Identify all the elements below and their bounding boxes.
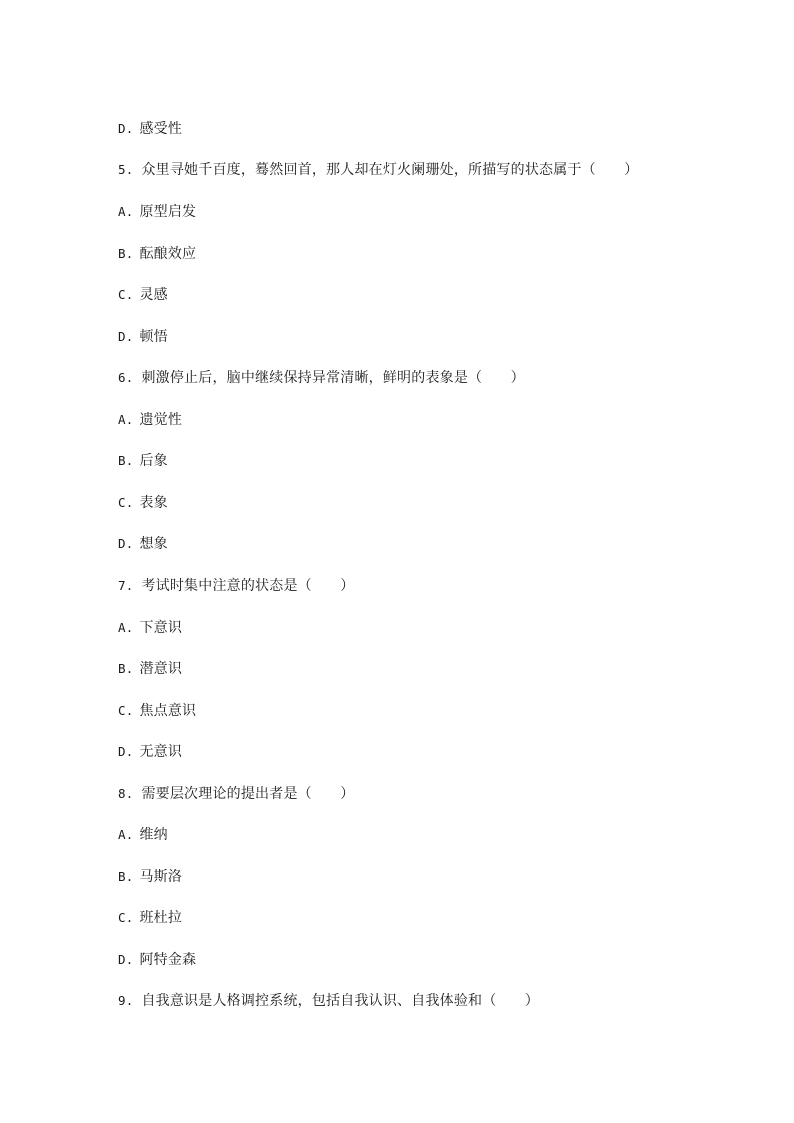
option-text: 维纳 bbox=[139, 827, 168, 843]
option-a-q7 bbox=[118, 619, 182, 637]
option-text: 顿悟 bbox=[139, 329, 168, 345]
option-letter: C. bbox=[118, 495, 134, 510]
option-b-q6 bbox=[118, 452, 168, 470]
option-letter: C. bbox=[118, 287, 134, 302]
question-number: 5. bbox=[118, 162, 134, 177]
option-letter: D. bbox=[118, 121, 134, 136]
option-letter: A. bbox=[118, 620, 134, 635]
option-d-q7 bbox=[118, 743, 182, 761]
option-a-q5 bbox=[118, 203, 196, 221]
option-b-q7 bbox=[118, 660, 182, 678]
option-text: 阿特金森 bbox=[139, 952, 197, 968]
option-text: 酝酿效应 bbox=[139, 246, 197, 262]
option-text: 下意识 bbox=[139, 620, 183, 636]
option-text: 感受性 bbox=[139, 121, 183, 137]
question-number: 6. bbox=[118, 370, 134, 385]
option-letter: D. bbox=[118, 952, 134, 967]
option-b-q5 bbox=[118, 245, 196, 263]
option-letter: D. bbox=[118, 536, 134, 551]
option-letter: A. bbox=[118, 412, 134, 427]
question-number: 8. bbox=[118, 786, 134, 801]
question-text: 自我意识是人格调控系统，包括自我认识、自我体验和（ ） bbox=[141, 993, 540, 1009]
option-a-q6 bbox=[118, 411, 182, 429]
question-5 bbox=[118, 161, 638, 179]
option-letter: A. bbox=[118, 827, 134, 842]
option-text: 焦点意识 bbox=[139, 703, 197, 719]
option-c-q6 bbox=[118, 494, 168, 512]
option-letter: D. bbox=[118, 744, 134, 759]
option-d-q6 bbox=[118, 535, 168, 553]
option-letter: B. bbox=[118, 453, 134, 468]
option-text: 班杜拉 bbox=[139, 910, 183, 926]
option-text: 灵感 bbox=[139, 287, 168, 303]
option-text: 原型启发 bbox=[139, 204, 197, 220]
option-d-q8 bbox=[118, 951, 196, 969]
option-d-q5 bbox=[118, 328, 168, 346]
option-text: 无意识 bbox=[139, 744, 183, 760]
option-c-q7 bbox=[118, 702, 196, 720]
option-letter: C. bbox=[118, 910, 134, 925]
option-letter: D. bbox=[118, 329, 134, 344]
option-text: 想象 bbox=[139, 536, 168, 552]
question-text: 刺激停止后，脑中继续保持异常清晰，鲜明的表象是（ ） bbox=[141, 370, 525, 386]
question-number: 9. bbox=[118, 993, 134, 1008]
option-letter: A. bbox=[118, 204, 134, 219]
question-9 bbox=[118, 992, 539, 1010]
option-letter: B. bbox=[118, 869, 134, 884]
question-8 bbox=[118, 785, 354, 803]
option-text: 后象 bbox=[139, 453, 168, 469]
option-text: 潜意识 bbox=[139, 661, 183, 677]
option-text: 遗觉性 bbox=[139, 412, 183, 428]
option-text: 马斯洛 bbox=[139, 869, 183, 885]
option-letter: C. bbox=[118, 703, 134, 718]
option-c-q8 bbox=[118, 909, 182, 927]
question-text: 众里寻她千百度，蓦然回首，那人却在灯火阑珊处，所描写的状态属于（ ） bbox=[141, 162, 639, 178]
option-letter: B. bbox=[118, 661, 134, 676]
option-d-q4 bbox=[118, 120, 182, 138]
question-text: 需要层次理论的提出者是（ ） bbox=[141, 786, 355, 802]
option-text: 表象 bbox=[139, 495, 168, 511]
option-c-q5 bbox=[118, 286, 168, 304]
question-text: 考试时集中注意的状态是（ ） bbox=[141, 578, 355, 594]
question-number: 7. bbox=[118, 578, 134, 593]
question-6 bbox=[118, 369, 525, 387]
option-b-q8 bbox=[118, 868, 182, 886]
question-7 bbox=[118, 577, 354, 595]
option-a-q8 bbox=[118, 826, 168, 844]
option-letter: B. bbox=[118, 246, 134, 261]
